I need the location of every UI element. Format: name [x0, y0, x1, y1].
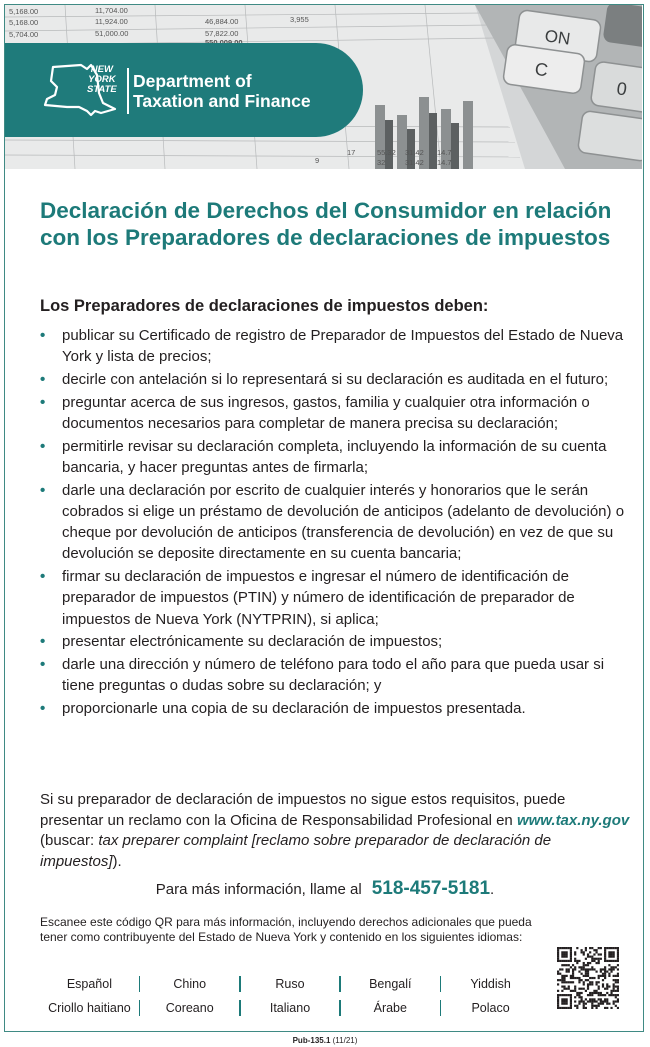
table-number: 32 [377, 158, 386, 167]
complaint-text: (buscar: [40, 832, 99, 849]
table-number: 17 [347, 148, 356, 157]
requirement-text: publicar su Certificado de registro de Preparador de Impuestos del Estado de Nueva York y lista de precios; [62, 327, 624, 366]
bullet: • [40, 393, 46, 411]
language-arabic: Árabe [373, 1001, 407, 1015]
language-list [40, 972, 540, 1020]
list-item [40, 698, 635, 719]
department-line: Taxation and Finance [133, 91, 311, 111]
table-number: 14.7 [437, 148, 452, 157]
table-number: 55.32 [377, 148, 396, 157]
list-item [40, 369, 635, 390]
table-number: 5,168.00 [9, 18, 39, 27]
header-banner [5, 5, 642, 169]
table-number: 11,704.00 [95, 6, 128, 15]
language-haitian-creole: Criollo haitiano [48, 1001, 131, 1015]
requirement-text: firmar su declaración de impuestos e ingresar el número de identificación de preparador de impuestos (PTIN) y número de identificación de preparador de impuestos de Nueva York (NYTPRIN), si aplica; [62, 568, 575, 628]
ny-word-state: STATE [87, 84, 117, 95]
department-logo-band [5, 43, 363, 137]
bullet: • [40, 633, 46, 651]
ny-word-new: NEW [90, 64, 113, 75]
language-bengali: Bengalí [369, 977, 412, 991]
bullet: • [40, 481, 46, 499]
more-info-line [5, 878, 645, 900]
table-number: 31.42 [405, 148, 424, 157]
bullet: • [40, 371, 46, 388]
complaint-paragraph [40, 790, 630, 872]
logo-divider [127, 68, 129, 114]
table-number: 5,704.00 [9, 30, 39, 39]
qr-code[interactable] [557, 947, 619, 1009]
ny-word-york: YORK [88, 74, 116, 85]
requirements-list [40, 325, 635, 721]
table-number: 3,955 [290, 15, 309, 24]
bullet: • [40, 656, 46, 674]
page-frame [4, 4, 644, 1032]
table-number: 9 [315, 156, 320, 165]
list-item [40, 480, 635, 565]
list-item [40, 654, 635, 696]
publication-date: (11/21) [332, 1036, 358, 1045]
requirement-text: preguntar acerca de sus ingresos, gastos, familia y cualquier otra información o documentos necesarios para completar de manera precisa su declaración; [62, 393, 590, 432]
tax-website-link[interactable]: www.tax.ny.gov [516, 811, 630, 829]
ny-state-wordmark [87, 65, 117, 95]
requirement-text: presentar electrónicamente su declaración de impuestos; [62, 633, 443, 651]
requirements-heading: Los Preparadores de declaraciones de impuestos deben: [40, 297, 489, 315]
search-term: tax preparer complaint [reclamo sobre preparador de declaración de impuestos] [40, 832, 552, 870]
more-info-label: Para más información, llame al [155, 881, 362, 898]
list-item [40, 566, 635, 630]
language-spanish: Español [66, 977, 112, 991]
language-russian: Ruso [275, 977, 305, 991]
requirement-text: proporcionarle una copia de su declaración de impuestos presentada. [62, 700, 526, 718]
list-item [40, 325, 635, 367]
table-number: 14.7 [437, 158, 452, 167]
calculator-key-label: 0 [615, 78, 629, 100]
language-korean: Coreano [165, 1001, 214, 1015]
table-number: 11,924.00 [95, 17, 128, 26]
department-name [133, 71, 311, 111]
table-number: 5,168.00 [9, 7, 39, 16]
requirement-text: darle una dirección y número de teléfono para todo el año para que pueda usar si tiene preguntas o dudas sobre su declaración; y [62, 656, 605, 695]
language-chinese: Chino [173, 977, 207, 991]
table-number: 31.42 [405, 158, 424, 167]
qr-scan-instructions: Escanee este código QR para más información, incluyendo derechos adicionales que pueda tener como contribuyente del Estado de Nueva York y contenido en los siguientes idiomas: [40, 915, 532, 944]
publication-code: Pub-135.1 [292, 1036, 331, 1045]
language-italian: Italiano [269, 1001, 311, 1015]
publication-number [0, 1036, 650, 1045]
language-polish: Polaco [471, 1001, 510, 1015]
complaint-text: ). [112, 852, 122, 870]
department-line: Department of [133, 71, 252, 91]
requirement-text: permitirle revisar su declaración completa, incluyendo la información de su cuenta bancaria, y hacer preguntas antes de firmarla; [62, 437, 607, 476]
table-number: 46,884.00 [205, 17, 239, 26]
complaint-text: Si su preparador de declaración de impuestos no sigue estos requisitos, puede presentar un reclamo con la Oficina de Responsabilidad Profesional en [40, 791, 566, 829]
calculator-key-label: C [533, 58, 550, 81]
page-title: Declaración de Derechos del Consumidor en relación con los Preparadores de declaraciones de impuestos [40, 198, 612, 250]
list-item [40, 392, 635, 434]
calculator-key-label: ON [543, 26, 572, 49]
bullet: • [40, 437, 46, 455]
table-number: 57,822.00 [205, 29, 239, 38]
list-item [40, 631, 635, 652]
more-info-period: . [490, 881, 495, 898]
language-yiddish: Yiddish [470, 977, 511, 991]
bullet: • [40, 568, 46, 586]
language-row [40, 996, 540, 1020]
language-row [40, 972, 540, 996]
phone-number[interactable]: 518-457-5181 [371, 878, 491, 899]
requirement-text: decirle con antelación si lo representará si su declaración es auditada en el futuro; [62, 371, 609, 388]
bullet: • [40, 327, 46, 344]
requirement-text: darle una declaración por escrito de cualquier interés y honorarios que le serán cobrados si elige un préstamo de devolución de anticipos (adelanto de devolución) o cheque por devolución de anticipos (transferencia de devolución) en vez de que su devolución se deposite directamente en su cuenta bancaria; [62, 481, 625, 563]
bullet: • [40, 700, 46, 718]
table-number: 51,000.00 [95, 29, 129, 38]
list-item [40, 436, 635, 478]
